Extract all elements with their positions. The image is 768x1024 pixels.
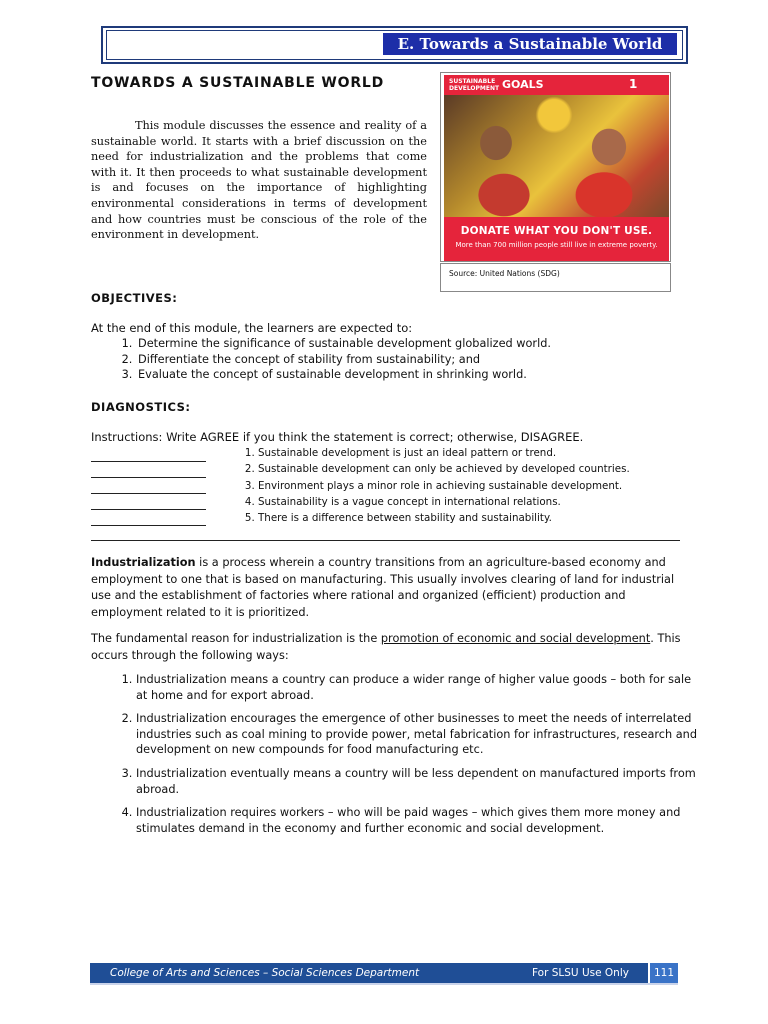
objectives-list bbox=[118, 336, 696, 383]
list-item: 2. Industrialization encourages the emergence of other businesses to meet the needs of interrelated industries such as coal mining to provide power, metal fabrication for infrastructures, research and development on new compounds for food manufacturing etc. bbox=[136, 711, 701, 758]
footer-department: College of Arts and Sciences – Social Sciences Department bbox=[110, 967, 420, 979]
list-item: 3. Environment plays a minor role in achieving sustainable development. bbox=[258, 478, 698, 494]
sdg-goals-label: GOALS bbox=[502, 78, 544, 91]
page-number: 111 bbox=[648, 963, 678, 983]
image-caption: Source: United Nations (SDG) bbox=[440, 263, 671, 292]
objectives-lead: At the end of this module, the learners are expected to: bbox=[91, 321, 413, 335]
list-item: 3. Evaluate the concept of sustainable development in shrinking world. bbox=[136, 367, 696, 383]
answer-blank[interactable] bbox=[91, 462, 206, 478]
list-item: 5. There is a difference between stability and sustainability. bbox=[258, 510, 698, 526]
reason-post: . This occurs through the following ways: bbox=[91, 632, 681, 662]
list-item: 1. Industrialization means a country can produce a wider range of higher value goods – both for sale at home and for export abroad. bbox=[136, 672, 701, 703]
section-title: E. Towards a Sustainable World bbox=[383, 33, 677, 55]
section-divider bbox=[91, 540, 680, 541]
list-item: 4. Sustainability is a vague concept in international relations. bbox=[258, 494, 698, 510]
answer-blank[interactable] bbox=[91, 511, 206, 527]
answer-blanks bbox=[91, 446, 206, 527]
goal-number: 1 bbox=[629, 77, 638, 91]
children-photo bbox=[444, 95, 669, 217]
industrialization-reason bbox=[91, 631, 681, 664]
list-item: 3. Industrialization eventually means a country will be less dependent on manufactured imports from abroad. bbox=[136, 766, 701, 797]
objectives-heading: OBJECTIVES: bbox=[91, 291, 178, 305]
reason-pre: The fundamental reason for industrialization is the bbox=[91, 632, 381, 645]
industrialization-definition bbox=[91, 555, 681, 621]
page-title: TOWARDS A SUSTAINABLE WORLD bbox=[91, 75, 385, 91]
poster-message bbox=[444, 217, 669, 261]
footer-usage-note: For SLSU Use Only bbox=[532, 967, 629, 979]
page-footer bbox=[90, 963, 678, 985]
poster-headline: DONATE WHAT YOU DON'T USE. bbox=[460, 225, 653, 237]
intro-paragraph bbox=[91, 118, 427, 243]
list-item: 2. Differentiate the concept of stability from sustainability; and bbox=[136, 352, 696, 368]
reason-emphasis: promotion of economic and social development bbox=[380, 632, 651, 645]
list-item: 1. Determine the significance of sustainable development globalized world. bbox=[136, 336, 696, 352]
answer-blank[interactable] bbox=[91, 478, 206, 494]
intro-text: This module discusses the essence and reality of a sustainable world. It starts with a brief discussion on the need for industrialization and the problems that come with it. It then proceeds to what sustainable development is and focuses on the importance of highlighting environmental considerations in terms of development and how countries must be conscious of the role of the environment in development. bbox=[91, 119, 427, 242]
answer-blank[interactable] bbox=[91, 495, 206, 511]
sdg-poster-image bbox=[440, 72, 671, 262]
list-item: 4. Industrialization requires workers – who will be paid wages – which gives them more money and stimulates demand in the economy and further economic and social development. bbox=[136, 805, 701, 836]
diagnostics-instructions: Instructions: Write AGREE if you think the statement is correct; otherwise, DISAGREE. bbox=[91, 430, 584, 444]
industrialization-term: Industrialization bbox=[91, 556, 196, 569]
answer-blank[interactable] bbox=[91, 446, 206, 462]
industrialization-ways-list bbox=[112, 672, 701, 844]
list-item: 1. Sustainable development is just an ideal pattern or trend. bbox=[258, 445, 698, 461]
poster-subline: More than 700 million people still live in extreme poverty. bbox=[455, 241, 658, 249]
diagnostics-list bbox=[236, 445, 698, 526]
poster-banner bbox=[444, 75, 669, 95]
diagnostics-heading: DIAGNOSTICS: bbox=[91, 400, 191, 414]
list-item: 2. Sustainable development can only be achieved by developed countries. bbox=[258, 461, 698, 477]
sdg-logo: SUSTAINABLE DEVELOPMENT bbox=[449, 78, 500, 92]
definition-text: is a process wherein a country transitions from an agriculture-based economy and employment to one that is based on manufacturing. This usually involves clearing of land for industrial use and the establishment of factories where rational and organized (efficient) production and employment related to it is prioritized. bbox=[91, 556, 675, 619]
